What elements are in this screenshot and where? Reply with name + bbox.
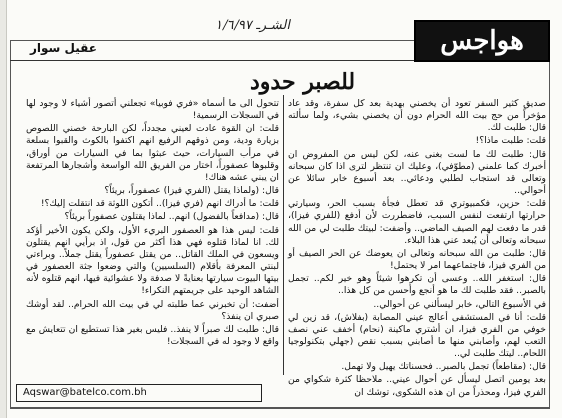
paragraph: قلت: ليس هذا هو العصفور البريء الأول، ولكن يكون الأخير أؤكد لك. انا لماذا قتلوه فهي هذا أكثر من قول، اذ برأيي انهم يقتلون ويسعون في الملك القاتل.. من يقتل عصفوراً يقتل جملاً.. وبراءتي لبنتي المعرفة بأقلام (السلسيين) والتي وضعوا جثة العصفور في بيتها البيوت سيارتها بعنايةً لا صدفة ولا عشوائية فيها، انهم قتلوه لأنه الشاهد الوحيد على جريمتهم النكراء! [26,224,279,297]
author-name: عقيل سوار [30,41,97,55]
paragraph: قلت: ان القوة عادت لعيني مجدداً، لكن البارحة خصني اللصوص بزيارة ودية، ومن ذوقهم الرفيع انهم اكتفوا بالكوث والقبوا بسلعة في مرأب السيارات، حيث عبثوا بما في السيارات من أوراق، وقلبوها عصفوراً، اختار من الفريق الله الواسعة وأشجارها المرتفعة ان يبني عشه هناك! [26,123,279,183]
article-title: للصبر حدود [250,69,356,95]
paragraph: قال: طلبت من الله سبحانه وتعالى ان يعوضك عن الحر الصيف أو من الفري فيزا، فاجتماعهما امر لا يحتمل! [288,247,546,272]
paragraph: قال: (مقاطعاً) تجمل بالصبر.. فحسناتك يهيل ولا تهمل. [341,361,546,373]
paragraph: قلت: أنا في المستشفى أعالج عيني المصابة (بفلاش)، قد زين لي خوفي من الفري فيزا، ان أشتري ماكينة (نحام) أخفف عني نصف التعب لهم، وأصابني منها ما أصابني بسبب نقص (جهلي بتكنولوجيا اللحام.. ليتك طلبت لي.. [288,311,546,360]
paragraph: قلت: حزين، فكمبيوتري قد تعطل فجأة بسبب الحر، وسيارتي حرارتها ارتفعت لنفس السبب، فاضطررت لأن أدفع (للفري فيزا)، قدر ما دفعت لهم الصيف الماضي.. وأضفت: لبيتك طلبت لي من الله سبحانه وتعالى أن يُبعد عني هذا البلاء. [288,198,546,246]
paragraph: قال: طلبت لك ما لست بغنى عنه، لكن ليس من المفروض ان أخبرك كما علمني (مطوّفي)، وعليك ان تنتظر لترى اذا كان سبحانه وتعالى قد استجاب لطلبي ودعائي.. بعد أسبوع خابر سائلا عن أحوالي.. [288,148,546,197]
column-name: هواجس [440,26,524,56]
footer-rule [10,408,550,409]
page-binding-edge [0,0,7,418]
paragraph: قال: استغفر الله.. وعسى أن تكرهوا شيئاً وهو خير لكم.. تجمل بالصبر.. فقد طلبت لك ما هو أنجع وأحسن من كل هذا.. [288,273,546,297]
article-column-right [288,98,546,400]
handwritten-date: الشـرـ ١/٦/٩٧ [214,18,293,33]
article-column-left [26,98,279,349]
email-text: Aqswar@batelco.com.bh [23,387,147,398]
paragraph: قال: (ولماذا يقتل (الفري فيزا) عصفوراً، بريئاً؟ [104,185,279,197]
paragraph: قلت: طلبت ماذا؟! [475,135,546,147]
column-logo [414,20,550,62]
column-divider [283,95,284,375]
author-email [16,384,262,402]
paragraph: في الأسبوع التالي، خابر ليسألني عن أحوالي.. [373,298,546,310]
paragraph: قال: (مدافعاً بالفضول) انهم.. لماذا يقتلون عصفوراً بريئاً؟ [64,211,279,223]
paragraph: قال: طلبت لك صبراً لا ينفذ.. فليس بغير هذا تستطيع ان تتعايش مع واقع لا وجود له في السجلات! [26,323,279,347]
paragraph: تتحول الى ما أسماه «فري فوبيا» تجعلني أتصور أشياء لا وجود لها في السجلات الرسمية! [26,98,279,122]
paragraph: صديق كثير السفر تعود أن يخصني بهدية بعد كل سفرة، وقد عاد مؤخراً من حج بيت الله الحرام دون أن يخصني بشيء، ولما سألته قال: طلبت لك. [288,98,546,134]
paragraph: قلت: ما أدراك انهم (فري فيزا).. أتكون اللوثة قد انتقلت إليك؟! [40,198,279,210]
paragraph: أضفت: أن تخبرني عما طلبته لي في بيت الله الحرام.. لقد أوشك صبري ان ينفذ؟ [26,298,279,322]
paragraph: بعد يومين اتصل ليسأل عن أحوال عيني.. ملاحظا كثرة شكواي من الفري فيزا، ومحذراً من ان هذه الشكوى، توشك ان [288,374,546,398]
